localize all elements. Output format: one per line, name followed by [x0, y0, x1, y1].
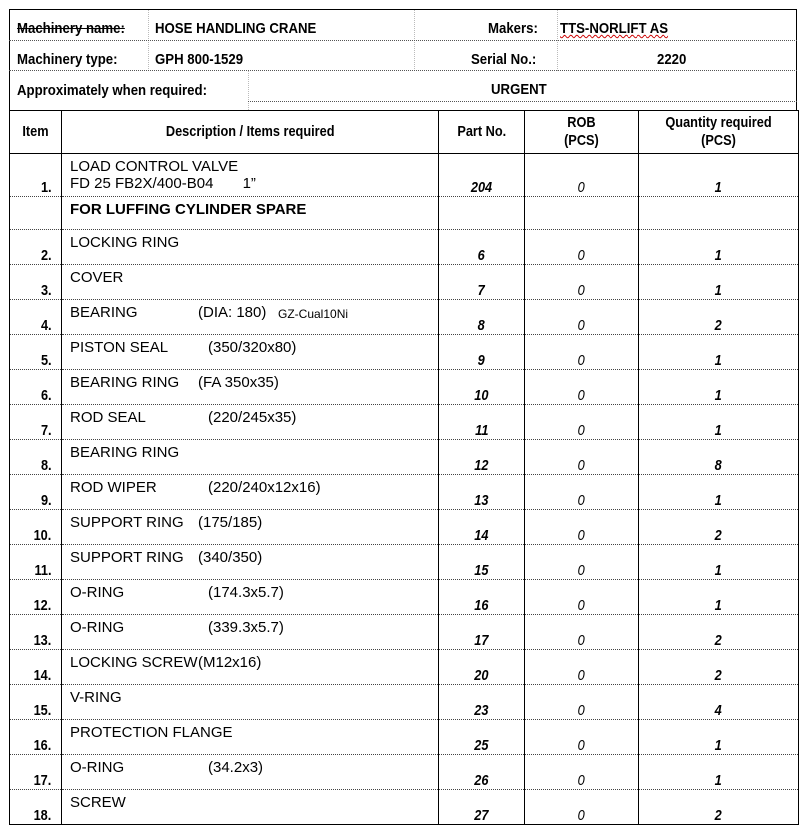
- required-qty: 1: [639, 545, 799, 580]
- required-qty: 2: [639, 650, 799, 685]
- required-qty: 2: [639, 510, 799, 545]
- part-number: 27: [439, 790, 525, 825]
- rob-qty: 0: [525, 790, 639, 825]
- parts-table: [9, 110, 799, 825]
- item-number: 16.: [10, 720, 62, 755]
- rob-qty: 0: [525, 154, 639, 197]
- part-number: 10: [439, 370, 525, 405]
- item-description: BEARING RING: [62, 440, 439, 475]
- required-qty: 1: [639, 154, 799, 197]
- item-number: 10.: [10, 510, 62, 545]
- table-row: [10, 265, 799, 300]
- required-qty: 8: [639, 440, 799, 475]
- item-description: O-RING (339.3x5.7): [62, 615, 439, 650]
- rob-qty: 0: [525, 720, 639, 755]
- item-description: O-RING (174.3x5.7): [62, 580, 439, 615]
- item-spec: (M12x16): [198, 654, 262, 671]
- required-qty: 2: [639, 300, 799, 335]
- when-required-label: Approximately when required:: [17, 82, 207, 99]
- makers-value: TTS-NORLIFT AS: [560, 20, 669, 37]
- rob-qty: [525, 197, 639, 230]
- rob-qty: 0: [525, 755, 639, 790]
- item-number: 12.: [10, 580, 62, 615]
- col-qty: Quantity required (PCS): [639, 111, 799, 154]
- part-number: 12: [439, 440, 525, 475]
- rob-qty: 0: [525, 545, 639, 580]
- part-number: [439, 197, 525, 230]
- part-number: 8: [439, 300, 525, 335]
- item-description: ROD SEAL (220/245x35): [62, 405, 439, 440]
- table-row: [10, 230, 799, 265]
- item-spec: (340/350): [198, 549, 263, 566]
- item-number: 14.: [10, 650, 62, 685]
- required-qty: 4: [639, 685, 799, 720]
- item-description: LOCKING RING: [62, 230, 439, 265]
- item-description: LOAD CONTROL VALVE FD 25 FB2X/400-B04 1”: [62, 154, 439, 197]
- item-spec: (174.3x5.7): [208, 584, 284, 601]
- part-number: 26: [439, 755, 525, 790]
- required-qty: 1: [639, 370, 799, 405]
- table-row: [10, 650, 799, 685]
- machinery-name-value: HOSE HANDLING CRANE: [155, 20, 317, 37]
- item-description: SUPPORT RING (340/350): [62, 545, 439, 580]
- table-row: [10, 545, 799, 580]
- item-description: BEARING RING (FA 350x35): [62, 370, 439, 405]
- table-row: [10, 510, 799, 545]
- item-number: 4.: [10, 300, 62, 335]
- rob-qty: 0: [525, 230, 639, 265]
- item-number: 1.: [10, 154, 62, 197]
- item-description: SUPPORT RING (175/185): [62, 510, 439, 545]
- rob-qty: 0: [525, 405, 639, 440]
- item-spec: (175/185): [198, 514, 263, 531]
- part-number: 7: [439, 265, 525, 300]
- table-row: [10, 475, 799, 510]
- item-number: 2.: [10, 230, 62, 265]
- item-number: 17.: [10, 755, 62, 790]
- item-number: 3.: [10, 265, 62, 300]
- item-number: 18.: [10, 790, 62, 825]
- part-number: 13: [439, 475, 525, 510]
- item-material: GZ-Cual10Ni: [278, 307, 349, 321]
- rob-qty: 0: [525, 650, 639, 685]
- item-spec: (34.2x3): [208, 759, 264, 776]
- col-item: Item: [10, 111, 62, 154]
- required-qty: 1: [639, 755, 799, 790]
- item-number: 13.: [10, 615, 62, 650]
- rob-qty: 0: [525, 580, 639, 615]
- table-row: [10, 720, 799, 755]
- rob-qty: 0: [525, 475, 639, 510]
- serial-label: Serial No.:: [471, 51, 537, 68]
- serial-value: 2220: [657, 51, 687, 68]
- item-description: BEARING (DIA: 180) GZ-Cual10Ni: [62, 300, 439, 335]
- item-description: V-RING: [62, 685, 439, 720]
- required-qty: 1: [639, 335, 799, 370]
- part-number: 16: [439, 580, 525, 615]
- item-number: [10, 197, 62, 230]
- col-description: Description / Items required: [62, 111, 439, 154]
- required-qty: 1: [639, 230, 799, 265]
- item-description: PISTON SEAL (350/320x80): [62, 335, 439, 370]
- item-spec: (220/245x35): [208, 409, 297, 426]
- item-number: 7.: [10, 405, 62, 440]
- item-number: 15.: [10, 685, 62, 720]
- table-row: [10, 755, 799, 790]
- item-number: 8.: [10, 440, 62, 475]
- item-description: ROD WIPER (220/240x12x16): [62, 475, 439, 510]
- table-row: [10, 335, 799, 370]
- item-description: LOCKING SCREW (M12x16): [62, 650, 439, 685]
- part-number: 25: [439, 720, 525, 755]
- item-description: SCREW: [62, 790, 439, 825]
- part-number: 23: [439, 685, 525, 720]
- section-heading: FOR LUFFING CYLINDER SPARE: [62, 197, 439, 230]
- required-qty: 1: [639, 475, 799, 510]
- rob-qty: 0: [525, 440, 639, 475]
- machinery-type-label: Machinery type:: [17, 51, 118, 68]
- rob-qty: 0: [525, 300, 639, 335]
- item-number: 6.: [10, 370, 62, 405]
- item-number: 5.: [10, 335, 62, 370]
- rob-qty: 0: [525, 685, 639, 720]
- item-spec: (220/240x12x16): [208, 479, 321, 496]
- rob-qty: 0: [525, 510, 639, 545]
- item-spec: (350/320x80): [208, 339, 297, 356]
- table-row: [10, 790, 799, 825]
- required-qty: [639, 197, 799, 230]
- table-row: [10, 405, 799, 440]
- makers-label: Makers:: [488, 20, 538, 37]
- item-description: O-RING (34.2x3): [62, 755, 439, 790]
- required-qty: 2: [639, 790, 799, 825]
- part-number: 14: [439, 510, 525, 545]
- part-number: 17: [439, 615, 525, 650]
- table-row: [10, 685, 799, 720]
- item-spec: (FA 350x35): [198, 374, 279, 391]
- table-row: [10, 154, 799, 197]
- table-row: [10, 300, 799, 335]
- when-required-value: URGENT: [491, 81, 547, 98]
- item-description: PROTECTION FLANGE: [62, 720, 439, 755]
- item-number: 9.: [10, 475, 62, 510]
- item-number: 11.: [10, 545, 62, 580]
- machinery-type-value: GPH 800-1529: [155, 51, 244, 68]
- machinery-name-label: Machinery name:: [17, 20, 125, 37]
- required-qty: 1: [639, 720, 799, 755]
- part-number: 9: [439, 335, 525, 370]
- rob-qty: 0: [525, 615, 639, 650]
- required-qty: 1: [639, 265, 799, 300]
- table-row: [10, 580, 799, 615]
- required-qty: 1: [639, 580, 799, 615]
- part-number: 204: [439, 154, 525, 197]
- col-part: Part No.: [439, 111, 525, 154]
- col-rob: ROB (PCS): [525, 111, 639, 154]
- required-qty: 1: [639, 405, 799, 440]
- table-row: [10, 370, 799, 405]
- rob-qty: 0: [525, 265, 639, 300]
- item-description: COVER: [62, 265, 439, 300]
- item-spec: (339.3x5.7): [208, 619, 284, 636]
- table-row: [10, 440, 799, 475]
- rob-qty: 0: [525, 370, 639, 405]
- table-row: [10, 615, 799, 650]
- table-row: [10, 197, 799, 230]
- required-qty: 2: [639, 615, 799, 650]
- item-spec: (DIA: 180): [198, 304, 267, 321]
- part-number: 15: [439, 545, 525, 580]
- part-number: 20: [439, 650, 525, 685]
- part-number: 11: [439, 405, 525, 440]
- rob-qty: 0: [525, 335, 639, 370]
- part-number: 6: [439, 230, 525, 265]
